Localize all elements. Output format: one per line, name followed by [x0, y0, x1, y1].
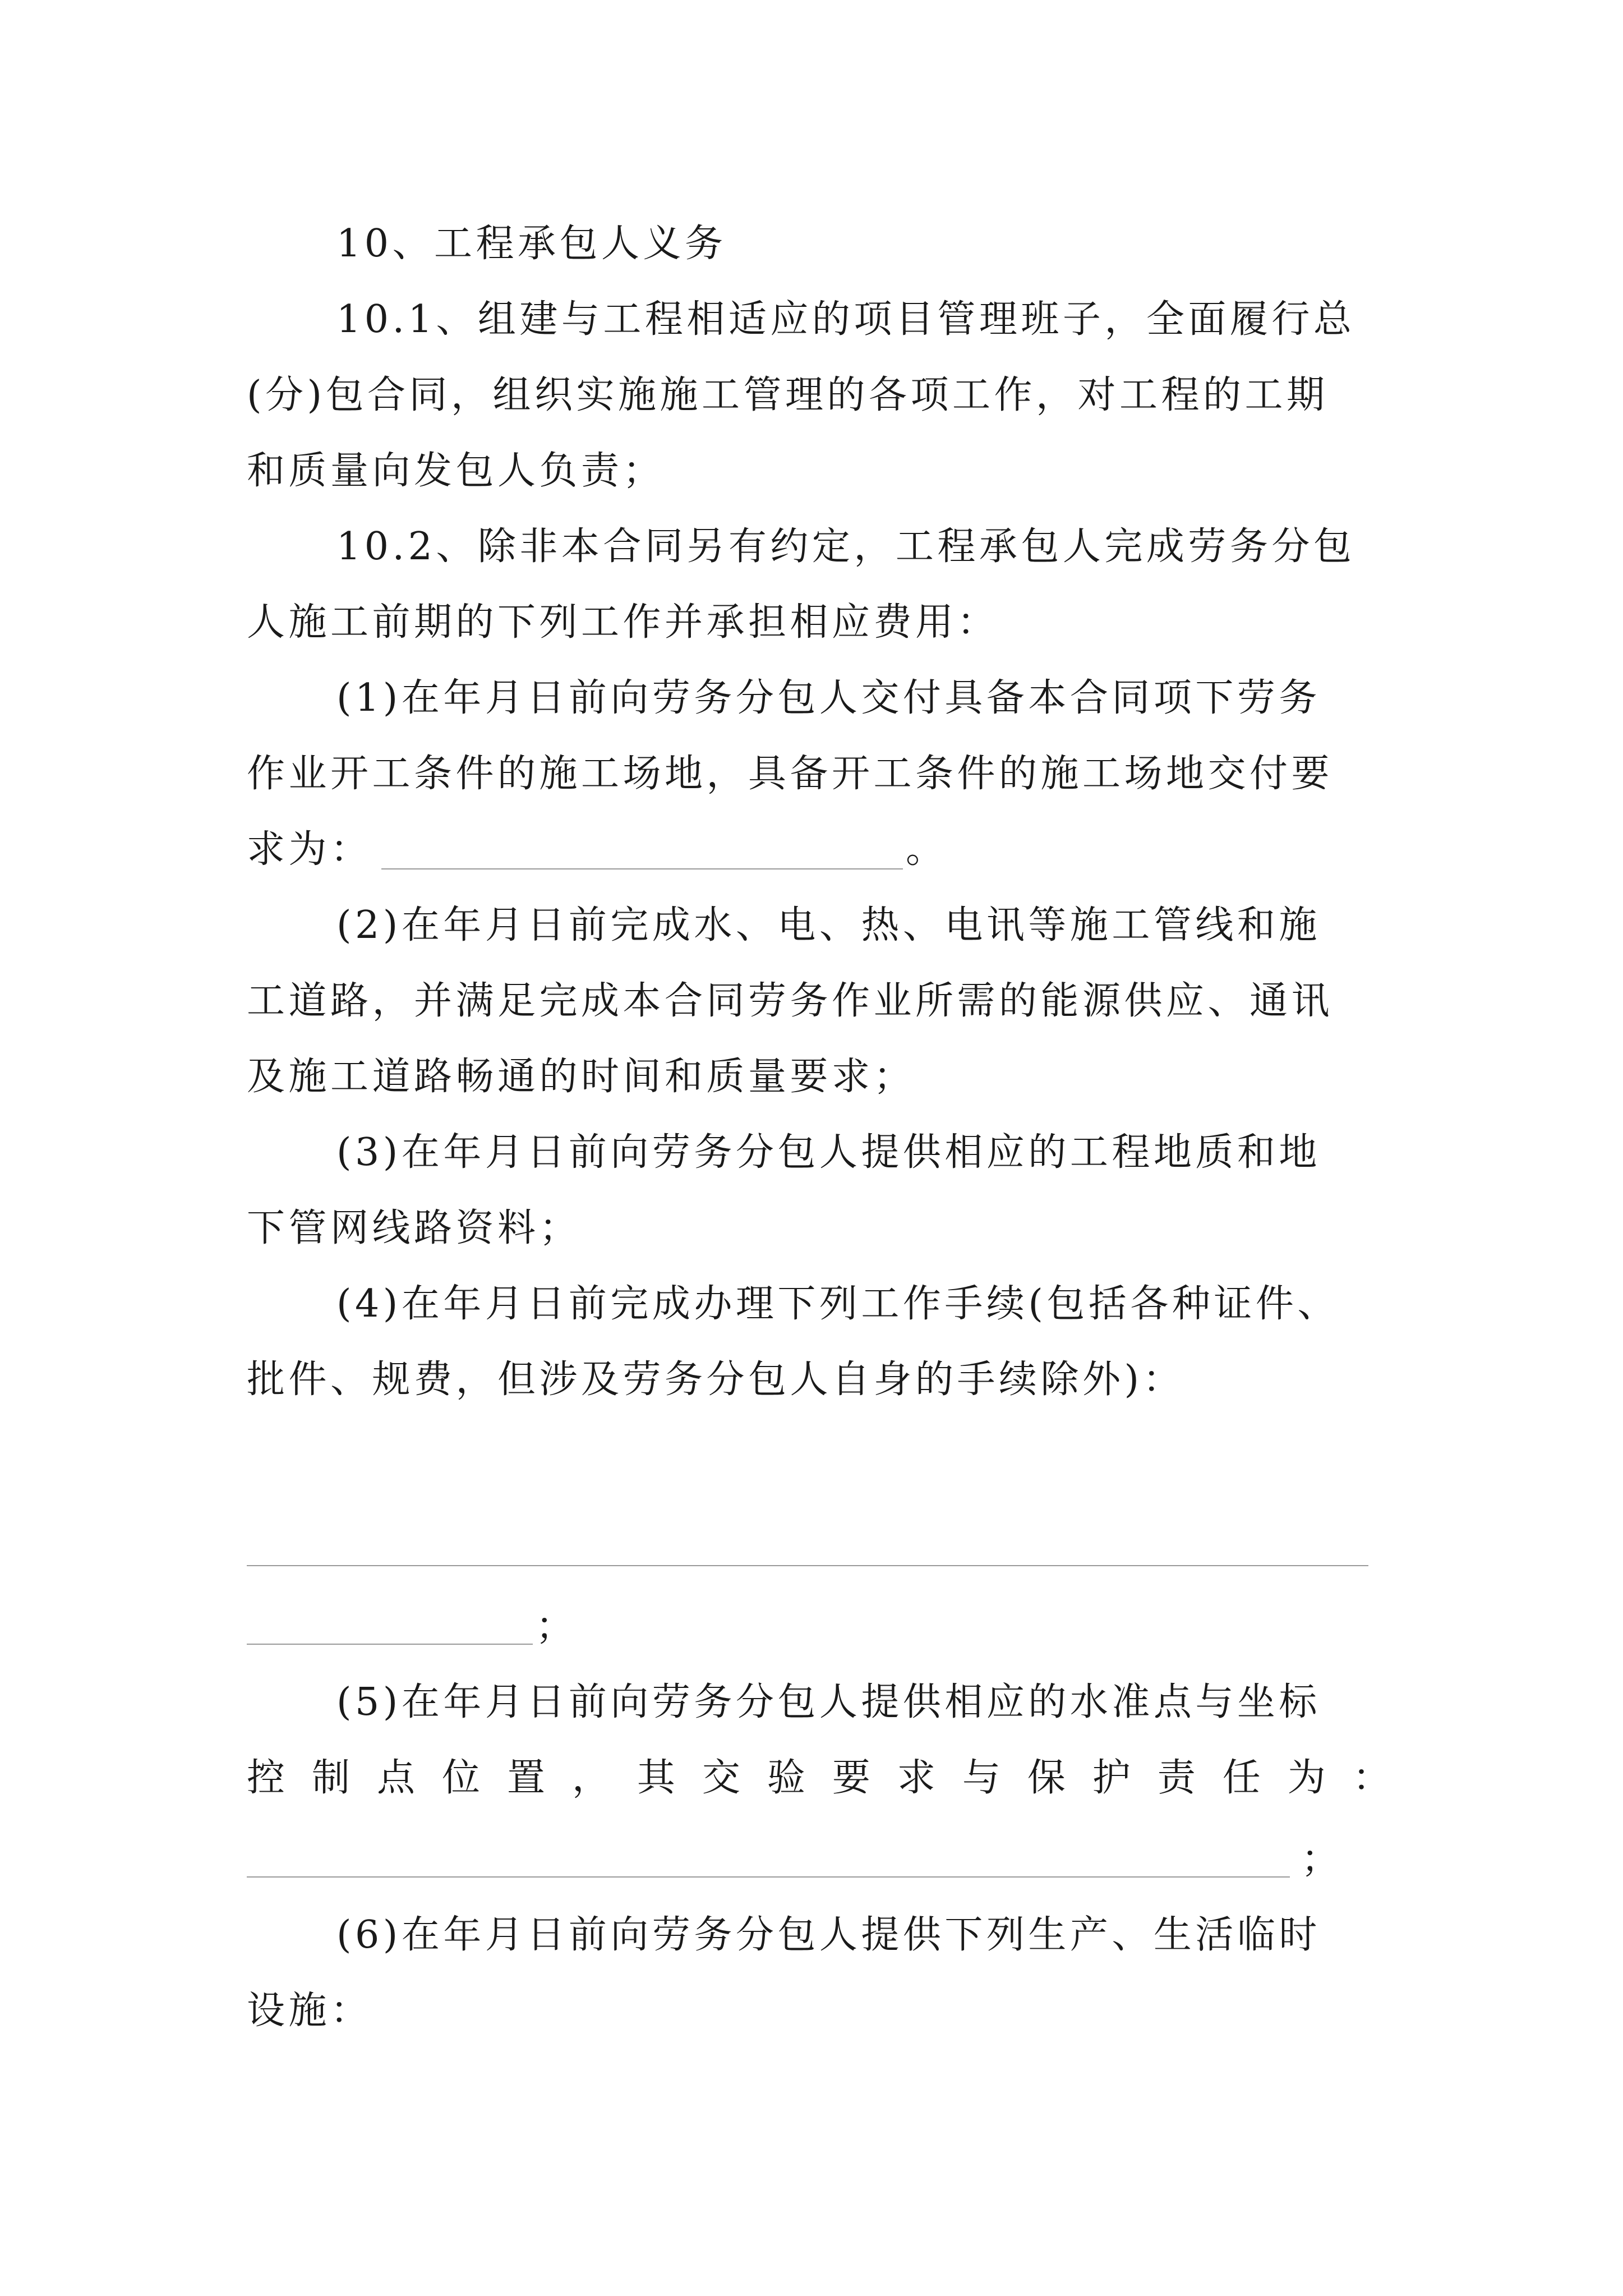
item-6-line-1: (6)在年月日前向劳务分包人提供下列生产、生活临时 [336, 1913, 1321, 1957]
char: 任 [1222, 1756, 1261, 1800]
char: 制 [311, 1756, 350, 1800]
fill-in-blank-site-requirements [381, 868, 903, 869]
char: 交 [702, 1756, 740, 1800]
char: 为 [1287, 1756, 1326, 1800]
char: 位 [441, 1756, 480, 1800]
clause-10-2-line-1: 10.2、除非本合同另有约定，工程承包人完成劳务分包 [336, 524, 1355, 569]
clause-10-2-line-2: 人施工前期的下列工作并承担相应费用： [247, 600, 999, 645]
item-2-line-1: (2)在年月日前完成水、电、热、电讯等施工管线和施 [336, 903, 1321, 947]
clause-10-1-line-3: 和质量向发包人负责； [247, 449, 665, 493]
char: 点 [376, 1756, 415, 1800]
item-2-line-2: 工道路，并满足完成本合同劳务作业所需的能源供应、通讯 [247, 979, 1334, 1023]
clause-10-1-line-1: 10.1、组建与工程相适应的项目管理班子，全面履行总 [336, 297, 1355, 342]
item-3-line-1: (3)在年月日前向劳务分包人提供相应的工程地质和地 [336, 1130, 1321, 1175]
char: 求 [897, 1756, 935, 1800]
char: 验 [767, 1756, 805, 1800]
period-mark: 。 [906, 827, 944, 872]
char: 与 [962, 1756, 1000, 1800]
item-1-line-2: 作业开工条件的施工场地，具备开工条件的施工场地交付要 [247, 752, 1334, 796]
fill-in-blank-procedures-2 [247, 1644, 533, 1645]
char: 其 [637, 1756, 675, 1800]
fill-in-blank-benchmark [247, 1876, 1290, 1878]
item-1-line-3: 求为： [247, 827, 372, 872]
item-5-line-2 [247, 1756, 1391, 1801]
char: ， [571, 1756, 610, 1800]
semicolon-mark: ； [1301, 1837, 1340, 1881]
char: 保 [1027, 1756, 1066, 1800]
clause-10-1-line-2: (分)包合同，组织实施施工管理的各项工作，对工程的工期 [247, 373, 1329, 417]
fill-in-blank-procedures-1 [247, 1565, 1368, 1566]
item-4-line-2: 批件、规费，但涉及劳务分包人自身的手续除外)： [247, 1358, 1185, 1402]
item-2-line-3: 及施工道路畅通的时间和质量要求； [247, 1055, 916, 1099]
char: ： [1352, 1756, 1391, 1800]
item-1-line-1: (1)在年月日前向劳务分包人交付具备本合同项下劳务 [336, 676, 1321, 720]
item-3-line-2: 下管网线路资料； [247, 1206, 582, 1250]
semicolon-mark: ； [536, 1604, 574, 1649]
item-6-line-2: 设施： [247, 1989, 372, 2033]
item-5-line-1: (5)在年月日前向劳务分包人提供相应的水准点与坐标 [336, 1680, 1321, 1724]
char: 责 [1157, 1756, 1196, 1800]
item-4-line-1: (4)在年月日前完成办理下列工作手续(包括各种证件、 [336, 1282, 1339, 1326]
char: 护 [1092, 1756, 1131, 1800]
char: 要 [832, 1756, 870, 1800]
char: 控 [247, 1756, 285, 1800]
char: 置 [506, 1756, 545, 1800]
section-heading: 10、工程承包人义务 [336, 222, 727, 266]
